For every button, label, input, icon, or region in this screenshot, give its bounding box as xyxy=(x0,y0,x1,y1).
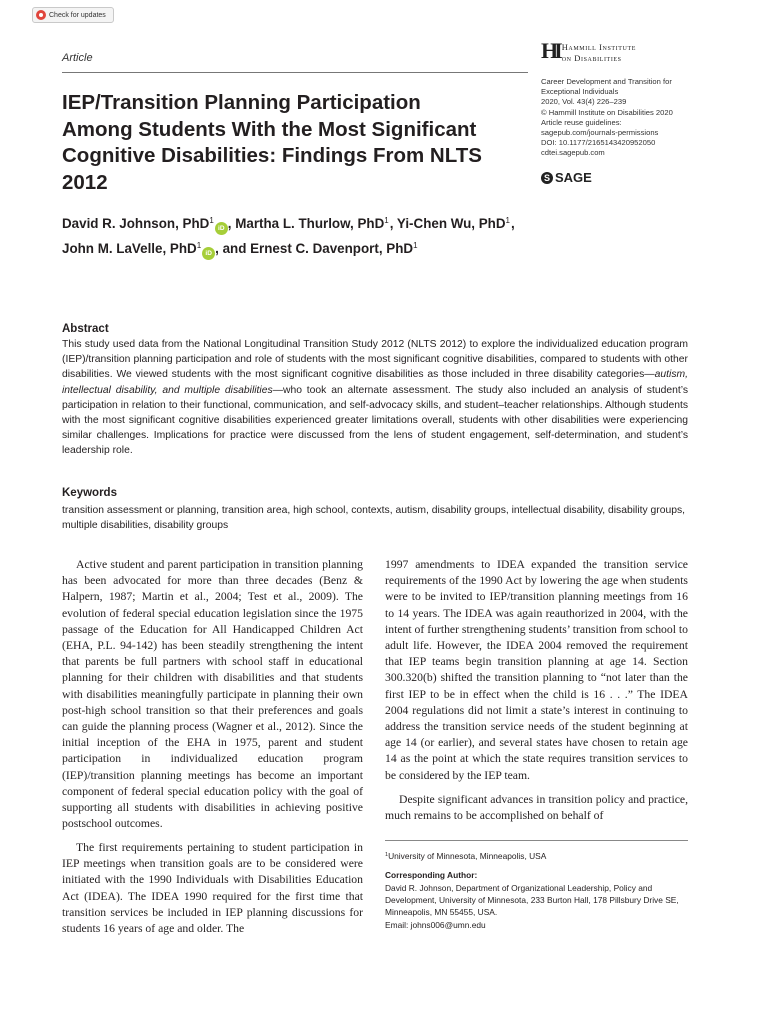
body-paragraph-2: The first requirements pertaining to student participation in IEP meetings when transition goals are to be considered were initiated with the 1990 Individuals with Disabilities Education Act (IDEA). The IDEA 1990 required for the first time that transition services be included in IEP planning discussions for students 16 years of age and older. The xyxy=(62,841,363,936)
author-affiliation-marker: 1 xyxy=(384,216,389,225)
author-separator: , xyxy=(510,216,515,231)
author-name: Yi-Chen Wu, PhD xyxy=(396,216,506,231)
author-name: David R. Johnson, PhD xyxy=(62,216,210,231)
check-for-updates-badge[interactable] xyxy=(32,7,114,23)
abstract-text: This study used data from the National Longitudinal Transition Study 2012 (NLTS 2012) to explore the individualized education program (IEP)/transition planning participation and role of students with the most significant cognitive disabilities, compared to students with other disabilities. We viewed students with the most significant cognitive disabilities as those included in three disability categories—autism, intellectual disability, and multiple disabilities—who took an alternate assessment. The study also included an analysis of student’s participation in relation to their functional, communication, and self-advocacy skills, and student–teacher relationships. Although students with the most significant cognitive disabilities experienced greater limitations overall, students with other disabilities were experiencing similar challenges. Implications for practice were discussed from the lens of student engagement, self-determination, and student’s leadership role. xyxy=(62,339,689,457)
journal-name-line1: Career Development and Transition for xyxy=(541,77,672,86)
body-paragraph-4: Despite significant advances in transition policy and practice, much remains to be accomplished on behalf of xyxy=(385,793,688,823)
author-affiliation-marker: 1 xyxy=(505,216,510,225)
author-affiliation-marker: 1 xyxy=(413,241,418,250)
header-rule xyxy=(62,72,528,73)
author-separator: , and xyxy=(215,241,251,256)
article-title: IEP/Transition Planning Participation Among Students With the Most Significant Cognitive Disabilities: Findings From NLTS 2012 xyxy=(62,91,482,194)
journal-volume: 2020, Vol. 43(4) 226–239 xyxy=(541,97,627,107)
author-name: Ernest C. Davenport, PhD xyxy=(250,241,414,256)
journal-name-line2: Exceptional Individuals xyxy=(541,87,619,97)
author-separator: , xyxy=(389,216,397,231)
author-affiliation-marker: 1 xyxy=(196,241,202,250)
check-for-updates-label: Check for updates xyxy=(49,11,106,19)
corresponding-author-heading: Corresponding Author: xyxy=(385,870,478,880)
body-paragraph-1: Active student and parent participation in transition planning has been advocated for more than three decades (Benz & Halpern, 1987; Martin et al., 2004; Test et al., 2009). The evolution of federal special education legislation since the 1975 passage of the Education for All Handicapped Children Act (EHA, P.L. 94-142) has been steadily strengthening the intent that parents be full partners with school staff in educational planning for their children with disabilities and that students with disabilities meaningfully participate in planning their own post-high school transition so that their preferences and goals can guide the planning process (Wagner et al., 2012). Since the initial inception of the EHA in 1975, parent and student participation in individualized education program (IEP)/transition planning meetings has become an important component of federal special education policy with the goal of supporting all students with disabilities in achieving positive postschool outcomes. xyxy=(62,558,363,831)
publisher-name: Hammill Institute on Disabilities xyxy=(561,42,636,63)
keywords-text: transition assessment or planning, transition area, high school, contexts, autism, disability groups, intellectual disability, disability groups, multiple disabilities, disability groups xyxy=(62,505,686,532)
corresponding-author-text: David R. Johnson, Department of Organizational Leadership, Policy and Development, University of Minnesota, 233 Burton Hall, 178 Pillsbury Drive SE, Minneapolis, MN 55455, USA. xyxy=(385,883,679,917)
orcid-icon[interactable]: iD xyxy=(202,247,215,260)
sage-logo: S SAGE xyxy=(541,170,592,185)
author-affiliation-marker: 1 xyxy=(209,216,214,225)
orcid-icon[interactable]: iD xyxy=(215,222,228,235)
abstract-heading: Abstract xyxy=(62,323,109,335)
article-type-label: Article xyxy=(62,52,93,64)
affiliation-footnote: $^1$University of Minnesota, Minneapolis, USA xyxy=(385,851,547,861)
author-list xyxy=(62,210,682,260)
reuse-label: Article reuse guidelines: xyxy=(541,117,622,127)
corresponding-author-email[interactable]: Email: johns006@umn.edu xyxy=(385,920,486,930)
author-name: John M. LaVelle, PhD xyxy=(62,241,197,256)
author-name: Martha L. Thurlow, PhD xyxy=(235,216,385,231)
keywords-heading: Keywords xyxy=(62,487,117,499)
publisher-logo xyxy=(541,40,636,64)
hammill-logo-icon: HI xyxy=(541,38,559,63)
reuse-link[interactable]: sagepub.com/journals-permissions xyxy=(541,128,659,138)
sage-logo-icon: S xyxy=(541,172,553,184)
journal-site-link[interactable]: cdtei.sagepub.com xyxy=(541,148,605,158)
footnote-rule xyxy=(385,840,688,841)
journal-copyright: © Hammill Institute on Disabilities 2020 xyxy=(541,107,673,117)
check-for-updates-icon xyxy=(36,10,46,20)
author-separator: , xyxy=(227,216,236,231)
journal-info xyxy=(541,77,741,159)
doi-link[interactable]: DOI: 10.1177/2165143420952050 xyxy=(541,138,656,148)
body-paragraph-3: 1997 amendments to IDEA expanded the transition service requirements of the 1990 Act by lowering the age when students were to be invited to IEP/transition planning meetings from 16 to 14 years. The IDEA was again reauthorized in 2004, with the intent of further strengthening students’ transition from school to adult life. However, the IDEA 2004 removed the requirement that IEP teams begin transition planning at age 14. Section 300.320(b) shifted the transition planning to “not later than the first IEP to be in effect when the child is 16 . . .” The IDEA 2004 regulations did not limit a state’s interest in continuing to address the transition service needs of the student beginning at age 14 (or earlier), and several states have chosen to retain age 14 as the point at which the state requires transition services to be considered by the IEP team. xyxy=(385,558,688,782)
